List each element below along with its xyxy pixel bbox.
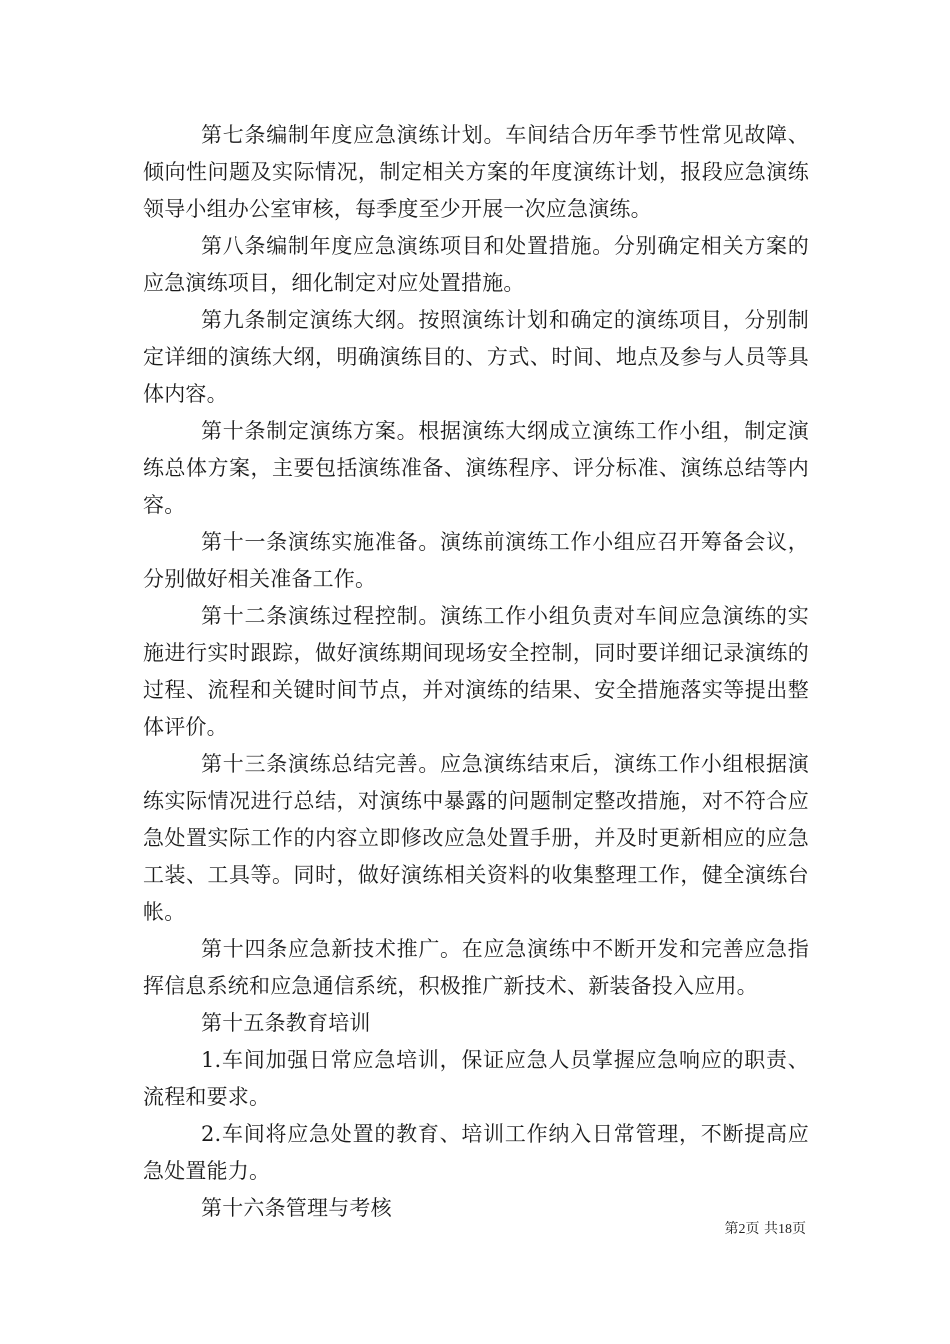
paragraph-article-10: 第十条制定演练方案。根据演练大纲成立演练工作小组，制定演练总体方案，主要包括演练准备、演练程序、评分标准、演练总结等内容。 [143,419,809,517]
paragraph-article-12: 第十二条演练过程控制。演练工作小组负责对车间应急演练的实施进行实时跟踪，做好演练期间现场安全控制，同时要详细记录演练的过程、流程和关键时间节点，并对演练的结果、安全措施落实等提出整体评价。 [143,604,809,739]
footer-suffix: 页 [792,1221,806,1237]
paragraph-article-14: 第十四条应急新技术推广。在应急演练中不断开发和完善应急指挥信息系统和应急通信系统，积极推广新技术、新装备投入应用。 [143,937,809,998]
footer-middle: 页 共 [745,1221,778,1237]
footer-current-page: 2 [738,1222,746,1237]
paragraph-article-16-heading: 第十六条管理与考核 [201,1196,392,1220]
footer-total-pages: 18 [778,1222,792,1237]
page-number-footer [725,1220,806,1239]
footer-prefix: 第 [724,1221,739,1237]
paragraph-article-8: 第八条编制年度应急演练项目和处置措施。分别确定相关方案的应急演练项目，细化制定对应处置措施。 [143,234,809,295]
document-body [143,117,809,1227]
paragraph-article-15-item-2: 2.车间将应急处置的教育、培训工作纳入日常管理，不断提高应急处置能力。 [143,1122,809,1183]
paragraph-article-7: 第七条编制年度应急演练计划。车间结合历年季节性常见故障、倾向性问题及实际情况，制定相关方案的年度演练计划，报段应急演练领导小组办公室审核，每季度至少开展一次应急演练。 [143,123,809,221]
paragraph-article-15-heading: 第十五条教育培训 [201,1011,371,1035]
paragraph-article-9: 第九条制定演练大纲。按照演练计划和确定的演练项目，分别制定详细的演练大纲，明确演练目的、方式、时间、地点及参与人员等具体内容。 [143,308,809,406]
paragraph-article-11: 第十一条演练实施准备。演练前演练工作小组应召开筹备会议，分别做好相关准备工作。 [143,530,809,591]
paragraph-article-13: 第十三条演练总结完善。应急演练结束后，演练工作小组根据演练实际情况进行总结，对演练中暴露的问题制定整改措施，对不符合应急处置实际工作的内容立即修改应急处置手册，并及时更新相应的应急工装、工具等。同时，做好演练相关资料的收集整理工作，健全演练台帐。 [143,752,809,924]
paragraph-article-15-item-1: 1.车间加强日常应急培训，保证应急人员掌握应急响应的职责、流程和要求。 [143,1048,809,1109]
